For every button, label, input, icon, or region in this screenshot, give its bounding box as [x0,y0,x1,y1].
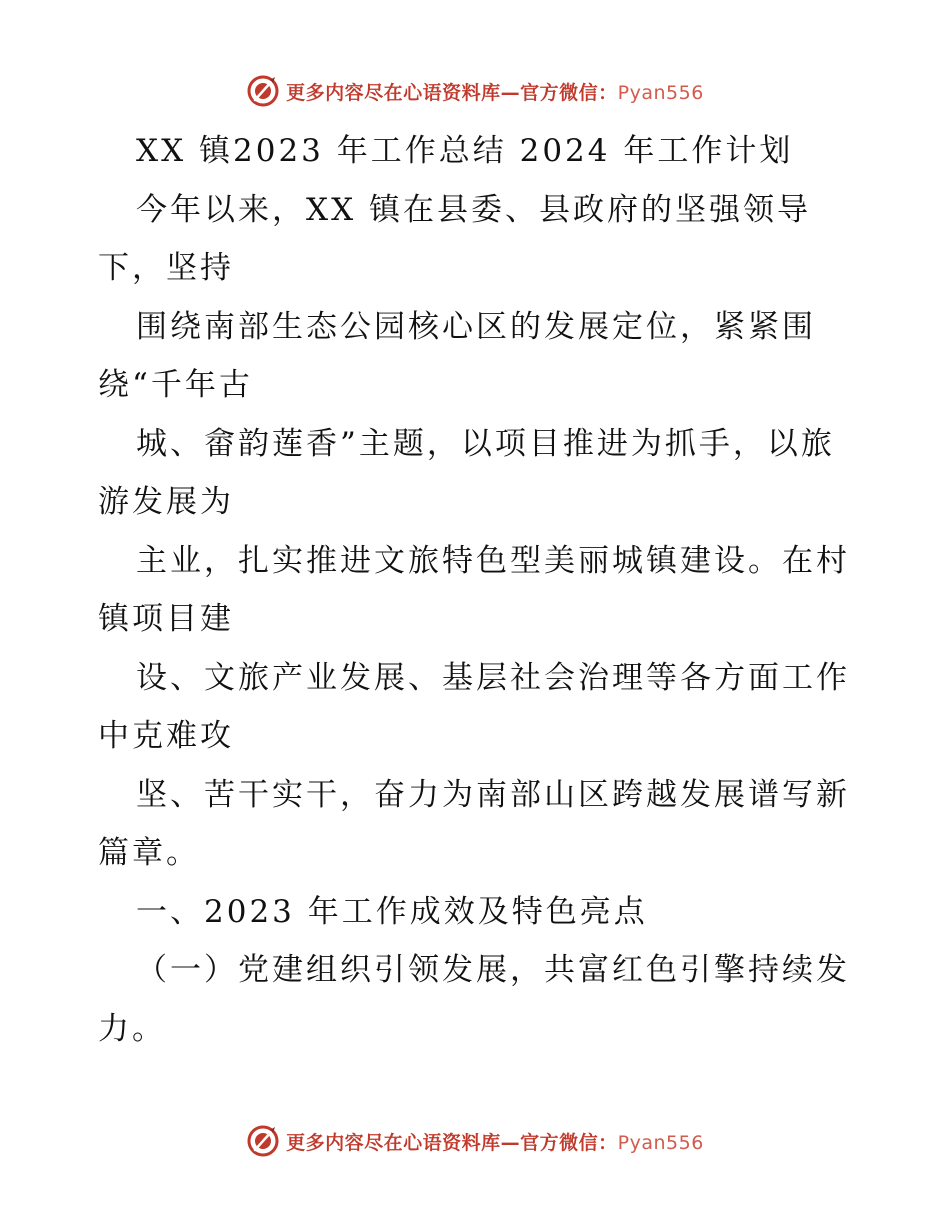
paragraph-line: 设、文旅产业发展、基层社会治理等各方面工作 [136,659,850,696]
paragraph-line: 游发展为 [98,484,234,520]
paragraph-line: 绕“千年古 [98,367,253,403]
watermark-handle: Pyan556 [617,81,704,104]
watermark-footer [0,1121,950,1161]
paragraph-line: 篇章。 [98,835,200,871]
paragraph-line: 围绕南部生态公园核心区的发展定位，紧紧围 [136,308,816,345]
watermark-text: 更多内容尽在心语资料库—官方微信：Pyan556 [286,1131,704,1154]
document-title: XX 镇2023 年工作总结 2024 年工作计划 [136,133,794,169]
paragraph-line: 坚、苦干实干，奋力为南部山区跨越发展谱写新 [136,776,850,813]
paragraph-line: 镇项目建 [98,601,234,637]
paragraph-line: 城、畲韵莲香”主题，以项目推进为抓手，以旅 [136,425,835,462]
paragraph-line: 主业，扎实推进文旅特色型美丽城镇建设。在村 [136,542,850,579]
paragraph-line: 下，坚持 [98,250,234,286]
document-body [98,122,858,1058]
pen-seal-icon [246,74,280,108]
watermark-handle: Pyan556 [617,1131,704,1154]
pen-seal-icon [246,1124,280,1158]
subsection-heading: （一）党建组织引领发展，共富红色引擎持续发 [136,952,850,988]
paragraph-line: 中克难攻 [98,718,234,754]
watermark-text: 更多内容尽在心语资料库—官方微信：Pyan556 [286,81,704,104]
watermark-header [0,71,950,111]
paragraph-line: 今年以来，XX 镇在县委、县政府的坚强领导 [136,191,811,228]
section-heading: 一、2023 年工作成效及特色亮点 [136,893,648,930]
paragraph-line: 力。 [98,1010,166,1047]
